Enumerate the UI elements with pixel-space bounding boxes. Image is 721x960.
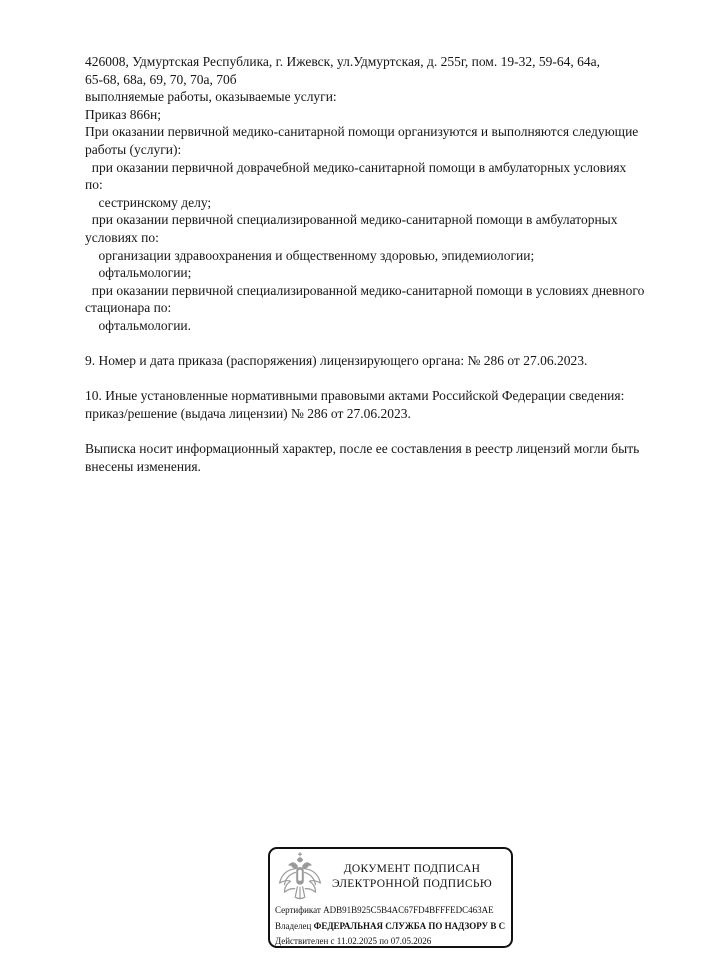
- stamp-certificate-line: [275, 903, 511, 919]
- document-line: офтальмологии.: [85, 317, 192, 333]
- owner-label: Владелец: [275, 920, 312, 931]
- document-line: при оказании первичной специализированной медико-санитарной помощи в условиях дневного: [85, 282, 645, 298]
- validity-label: Действителен: [275, 936, 329, 947]
- document-line: работы (услуги):: [85, 141, 182, 157]
- document-line: выполняемые работы, оказываемые услуги:: [85, 89, 337, 105]
- document-line: 10. Иные установленные нормативными правовыми актами Российской Федерации сведения:: [85, 388, 625, 404]
- electronic-signature-stamp: [268, 847, 513, 948]
- certificate-label: Сертификат: [275, 905, 321, 915]
- stamp-owner-line: [275, 919, 511, 935]
- document-line: Выписка носит информационный характер, после ее составления в реестр лицензий могли быть: [85, 441, 640, 457]
- document-blank-line: [85, 422, 685, 440]
- document-line: условиях по:: [85, 229, 159, 245]
- document-line: 9. Номер и дата приказа (распоряжения) лицензирующего органа: № 286 от 27.06.2023.: [85, 353, 588, 369]
- stamp-title-line1: ДОКУМЕНТ ПОДПИСАН: [343, 863, 481, 875]
- document-blank-line: [85, 335, 685, 353]
- document-line: стационара по:: [85, 300, 172, 316]
- document-line: при оказании первичной доврачебной медико-санитарной помощи в амбулаторных условиях: [85, 159, 627, 175]
- stamp-info: [275, 903, 511, 948]
- document-line: Приказ 866н;: [85, 106, 162, 122]
- stamp-title: [323, 862, 511, 892]
- validity-value: с 11.02.2025 по 07.05.2026: [330, 936, 432, 947]
- document-line: по:: [85, 177, 103, 193]
- document-line: 65-68, 68а, 69, 70, 70а, 70б: [85, 71, 237, 87]
- stamp-header: [275, 852, 511, 902]
- stamp-title-line2: ЭЛЕКТРОННОЙ ПОДПИСЬЮ: [332, 878, 492, 890]
- document-blank-line: [85, 370, 685, 388]
- certificate-value: ADB91B925C5B4AC67FD4BFFFEDC463AE: [323, 905, 494, 915]
- document-text-block: [85, 53, 685, 475]
- stamp-validity-line: [275, 934, 511, 948]
- document-line: при оказании первичной специализированной медико-санитарной помощи в амбулаторных: [85, 212, 618, 228]
- document-line: При оказании первичной медико-санитарной помощи организуются и выполняются следующие: [85, 124, 639, 140]
- document-line: сестринскому делу;: [85, 194, 212, 210]
- document-line: офтальмологии;: [85, 265, 192, 281]
- document-line: организации здравоохранения и общественному здоровью, эпидемиологии;: [85, 247, 535, 263]
- owner-value: ФЕДЕРАЛЬНАЯ СЛУЖБА ПО НАДЗОРУ В С: [313, 920, 506, 931]
- double-headed-eagle-icon: [277, 852, 323, 902]
- document-line: внесены изменения.: [85, 458, 201, 474]
- document-line: 426008, Удмуртская Республика, г. Ижевск, ул.Удмуртская, д. 255г, пом. 19-32, 59-64, 64а,: [85, 54, 600, 69]
- document-line: приказ/решение (выдача лицензии) № 286 от 27.06.2023.: [85, 405, 411, 421]
